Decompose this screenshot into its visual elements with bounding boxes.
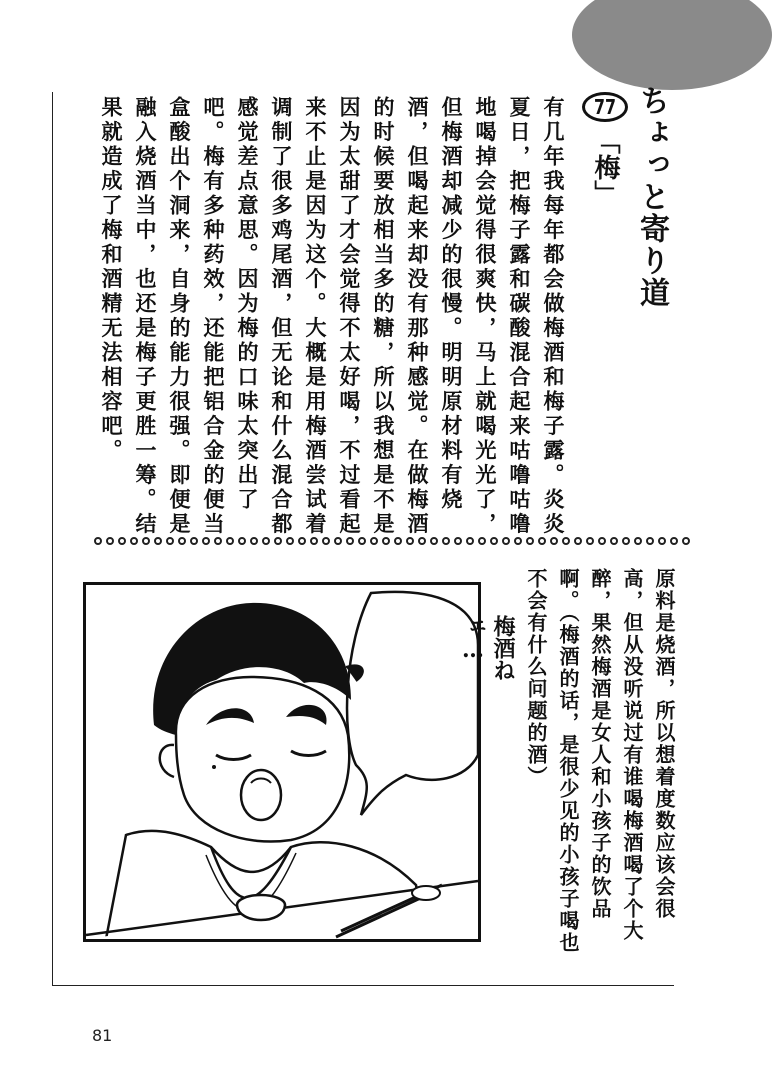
frame-bottom-border	[52, 985, 674, 986]
article-body: 有几年我每年都会做梅酒和梅子露。炎炎夏日，把梅子露和碳酸混合起来咕噜咕噜地喝掉会觉得很爽快，马上就喝光光了，但梅酒却减少的很慢。明明原材料有烧酒，但喝起来却没有那种感觉。在做梅酒的时候要放相当多的糖，所以我想是不是因为太甜了才会觉得不太好喝，不过看起来不止是因为这个。大概是用梅酒尝试着调制了很多鸡尾酒，但无论和什么混合都感觉差点意思。因为梅的口味太突出了吧。梅有多种药效，还能把铝合金的便当盒酸出个洞来，自身的能力很强。即便是融入烧酒当中，也还是梅子更胜一筹。结果就造成了梅和酒精无法相容吧。	[99, 96, 566, 537]
chapter-corner-tab	[572, 0, 772, 90]
frame-left-border	[52, 92, 53, 985]
section-title: ちょっと寄り道	[634, 85, 669, 309]
comic-illustration	[86, 585, 478, 939]
page-number: 81	[92, 1026, 113, 1045]
episode-subtitle: 「梅」	[590, 128, 620, 206]
chopstick-rest	[412, 886, 440, 900]
ornamental-divider	[92, 534, 712, 548]
comic-caption: 原料是烧酒，所以想着度数应该会很高，但从没听说过有谁喝梅酒喝了个大醉，果然梅酒是女人和小孩子的饮品啊。（梅酒的话，是很少见的小孩子喝也不会有什么问题的酒）	[524, 568, 676, 954]
episode-number-badge: 77	[582, 92, 628, 122]
episode-heading	[582, 92, 628, 242]
speech-bubble-text: 梅酒ねェ…	[460, 615, 516, 681]
comic-panel	[83, 582, 516, 942]
